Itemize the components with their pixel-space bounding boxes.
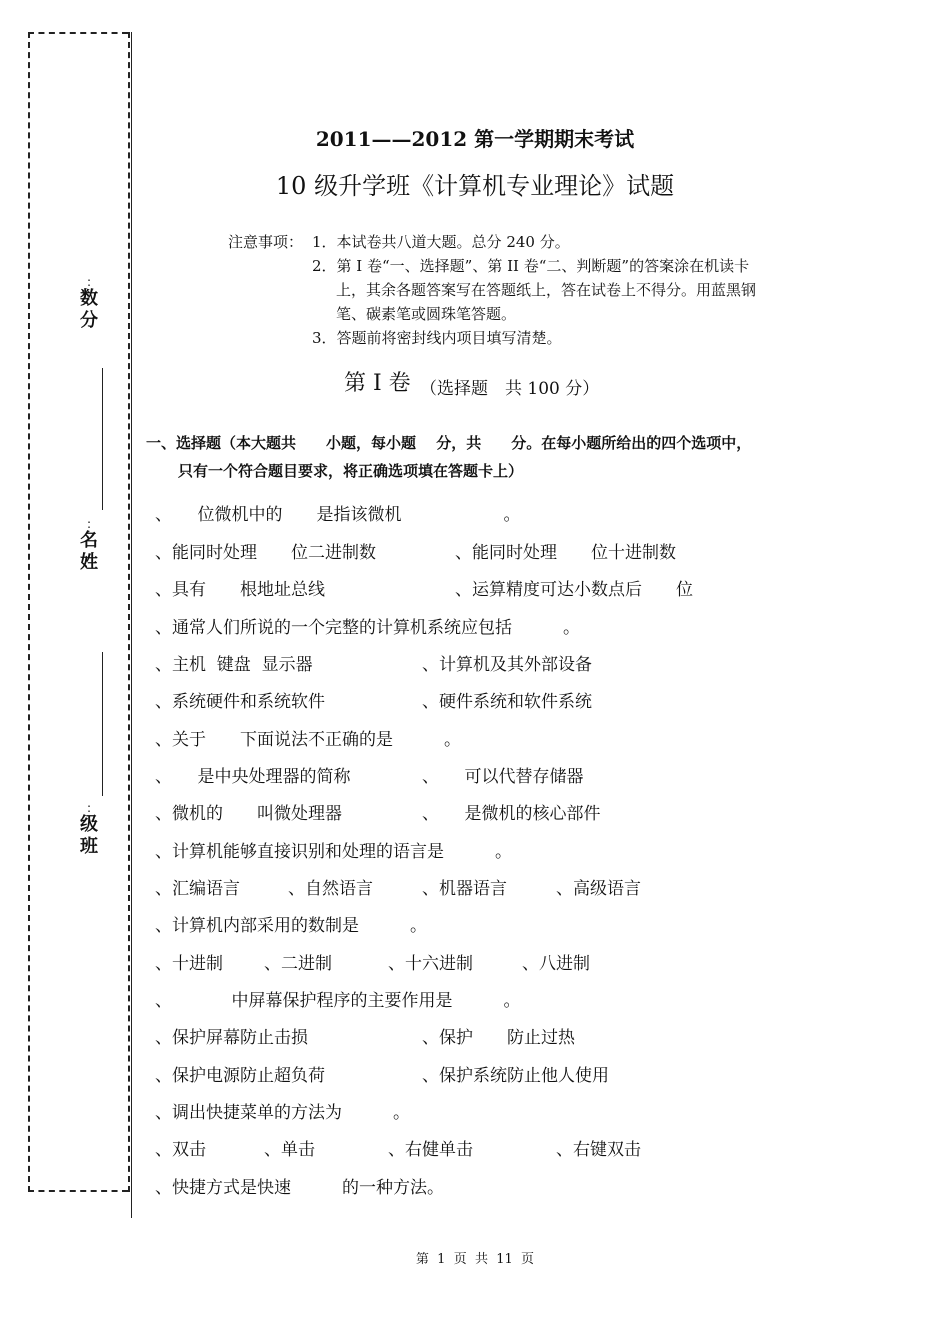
class-blank-line — [102, 652, 103, 796]
option-4d: 、高级语言 — [556, 879, 641, 899]
option-3a: 、 是中央处理器的简称 — [155, 767, 351, 787]
binding-dashed-border — [28, 32, 128, 1192]
note-item-1: 1．本试卷共八道大题。总分 240 分。 — [312, 233, 570, 251]
option-5b: 、二进制 — [264, 954, 332, 974]
notes-label: 注意事项： — [228, 233, 304, 251]
binding-dashed-border-right — [128, 32, 130, 1192]
note-item-2-cont2: 笔、碳素笔或圆珠笔答题。 — [336, 305, 517, 323]
option-4a: 、汇编语言 — [155, 879, 240, 899]
class-label-char2: 班 — [80, 836, 98, 857]
name-blank-line — [102, 368, 103, 510]
name-label-char1: 名 — [80, 530, 98, 551]
option-5c: 、十六进制 — [388, 954, 473, 974]
question-4: 、计算机能够直接识别和处理的语言是 。 — [155, 842, 512, 862]
option-7c: 、右健单击 — [388, 1140, 473, 1160]
note-item-2: 2．第 I 卷“一、选择题”、第 II 卷“二、判断题”的答案涂在机读卡 — [312, 257, 750, 275]
option-7b: 、单击 — [264, 1140, 315, 1160]
seal-line — [131, 32, 132, 1218]
score-label-char2: 分 — [80, 310, 98, 331]
class-label-char1: 级 — [80, 814, 98, 835]
option-2d: 、硬件系统和软件系统 — [422, 692, 592, 712]
score-label-char1: 数 — [80, 288, 98, 309]
exam-title-line2: 10 级升学班《计算机专业理论》试题 — [275, 172, 675, 200]
option-1d: 、运算精度可达小数点后 位 — [455, 580, 693, 600]
option-2a: 、主机 键盘 显示器 — [155, 655, 313, 675]
question-6: 、 中屏幕保护程序的主要作用是 。 — [155, 991, 521, 1011]
option-1a: 、能同时处理 位二进制数 — [155, 543, 376, 563]
option-6d: 、保护系统防止他人使用 — [422, 1066, 609, 1086]
question-1: 、 位微机中的 是指该微机 。 — [155, 505, 521, 525]
option-3b: 、 可以代替存储器 — [422, 767, 584, 787]
note-item-2-cont1: 上，其余各题答案写在答题纸上，答在试卷上不得分。用蓝黑钢 — [336, 281, 757, 299]
option-6c: 、保护电源防止超负荷 — [155, 1066, 325, 1086]
option-5d: 、八进制 — [522, 954, 590, 974]
option-1c: 、具有 根地址总线 — [155, 580, 325, 600]
option-1b: 、能同时处理 位十进制数 — [455, 543, 676, 563]
option-4c: 、机器语言 — [422, 879, 507, 899]
question-3: 、关于 下面说法不正确的是 。 — [155, 730, 461, 750]
option-5a: 、十进制 — [155, 954, 223, 974]
option-7a: 、双击 — [155, 1140, 206, 1160]
option-7d: 、右键双击 — [556, 1140, 641, 1160]
section1-heading: 一、选择题（本大题共 小题，每小题 分，共 分。在每小题所给出的四个选项中， — [146, 434, 752, 452]
question-2: 、通常人们所说的一个完整的计算机系统应包括 。 — [155, 618, 580, 638]
question-7: 、调出快捷菜单的方法为 。 — [155, 1103, 410, 1123]
part1-title: 第 I 卷 — [344, 371, 411, 396]
exam-title-line1: 2011——2012 第一学期期末考试 — [315, 127, 635, 151]
option-3c: 、微机的 叫微处理器 — [155, 804, 342, 824]
name-label: : 名 姓 — [80, 517, 98, 573]
section1-heading-cont: 只有一个符合题目要求，将正确选项填在答题卡上） — [178, 462, 524, 480]
question-5: 、计算机内部采用的数制是 。 — [155, 916, 427, 936]
name-label-char2: 姓 — [80, 552, 98, 573]
option-6b: 、保护 防止过热 — [422, 1028, 575, 1048]
class-label: : 级 班 — [80, 801, 98, 857]
question-8: 、快捷方式是快速 的一种方法。 — [155, 1178, 444, 1198]
score-label: : 数 分 — [80, 275, 98, 331]
option-4b: 、自然语言 — [288, 879, 373, 899]
option-2c: 、系统硬件和系统软件 — [155, 692, 325, 712]
option-6a: 、保护屏幕防止击损 — [155, 1028, 308, 1048]
note-item-3: 3．答题前将密封线内项目填写清楚。 — [312, 329, 562, 347]
option-3d: 、 是微机的核心部件 — [422, 804, 601, 824]
part1-subtitle: （选择题 共 100 分） — [420, 379, 600, 399]
page-number: 第 1 页 共 11 页 — [415, 1252, 535, 1267]
option-2b: 、计算机及其外部设备 — [422, 655, 592, 675]
